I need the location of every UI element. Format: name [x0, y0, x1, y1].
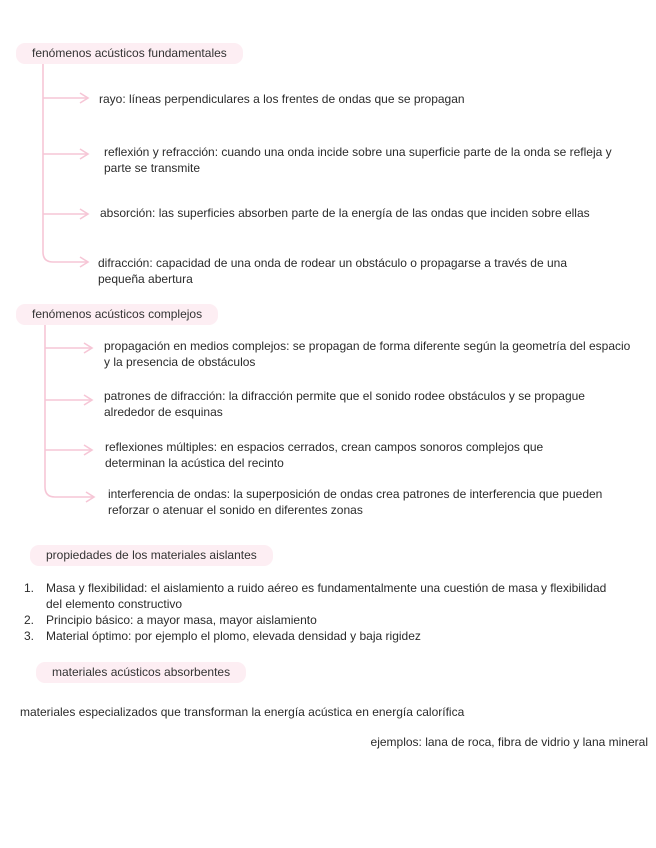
- section-heading-absorbentes: materiales acústicos absorbentes: [36, 662, 246, 683]
- absorbent-examples: ejemplos: lana de roca, fibra de vidrio y lana mineral: [370, 735, 648, 749]
- item-reflexiones-multiples: reflexiones múltiples: en espacios cerrados, crean campos sonoros complejos que determinan la acústica del recinto: [105, 440, 544, 470]
- list-item: 3. Material óptimo: por ejemplo el plomo, elevada densidad y baja rigidez: [24, 629, 421, 643]
- item-patrones-difraccion: patrones de difracción: la difracción permite que el sonido rodee obstáculos y se propague alrededor de esquinas: [104, 389, 585, 419]
- item-absorcion: absorción: las superficies absorben parte de la energía de las ondas que inciden sobre ellas: [100, 206, 590, 220]
- item-interferencia: interferencia de ondas: la superposición de ondas crea patrones de interferencia que pueden reforzar o atenuar el sonido en diferentes zonas: [108, 487, 603, 517]
- item-propagacion: propagación en medios complejos: se propagan de forma diferente según la geometría del espacio y la presencia de obstáculos: [104, 339, 631, 369]
- absorbent-description: materiales especializados que transforman la energía acústica en energía calorífica: [20, 705, 465, 719]
- section-heading-aislantes: propiedades de los materiales aislantes: [30, 545, 273, 566]
- section-heading-complejos: fenómenos acústicos complejos: [16, 304, 218, 325]
- item-rayo: rayo: líneas perpendiculares a los frentes de ondas que se propagan: [99, 92, 465, 106]
- item-difraccion: difracción: capacidad de una onda de rodear un obstáculo o propagarse a través de una pequeña abertura: [98, 256, 567, 286]
- insulation-list: [24, 580, 624, 644]
- section-heading-fundamentales: fenómenos acústicos fundamentales: [16, 43, 243, 64]
- item-reflexion-refraccion: reflexión y refracción: cuando una onda incide sobre una superficie parte de la onda se refleja y parte se transmite: [104, 145, 612, 175]
- list-item: 1. Masa y flexibilidad: el aislamiento a ruido aéreo es fundamentalmente una cuestión de masa y flexibilidad del elemento constructivo: [24, 581, 607, 611]
- list-item: 2. Principio básico: a mayor masa, mayor aislamiento: [24, 613, 317, 627]
